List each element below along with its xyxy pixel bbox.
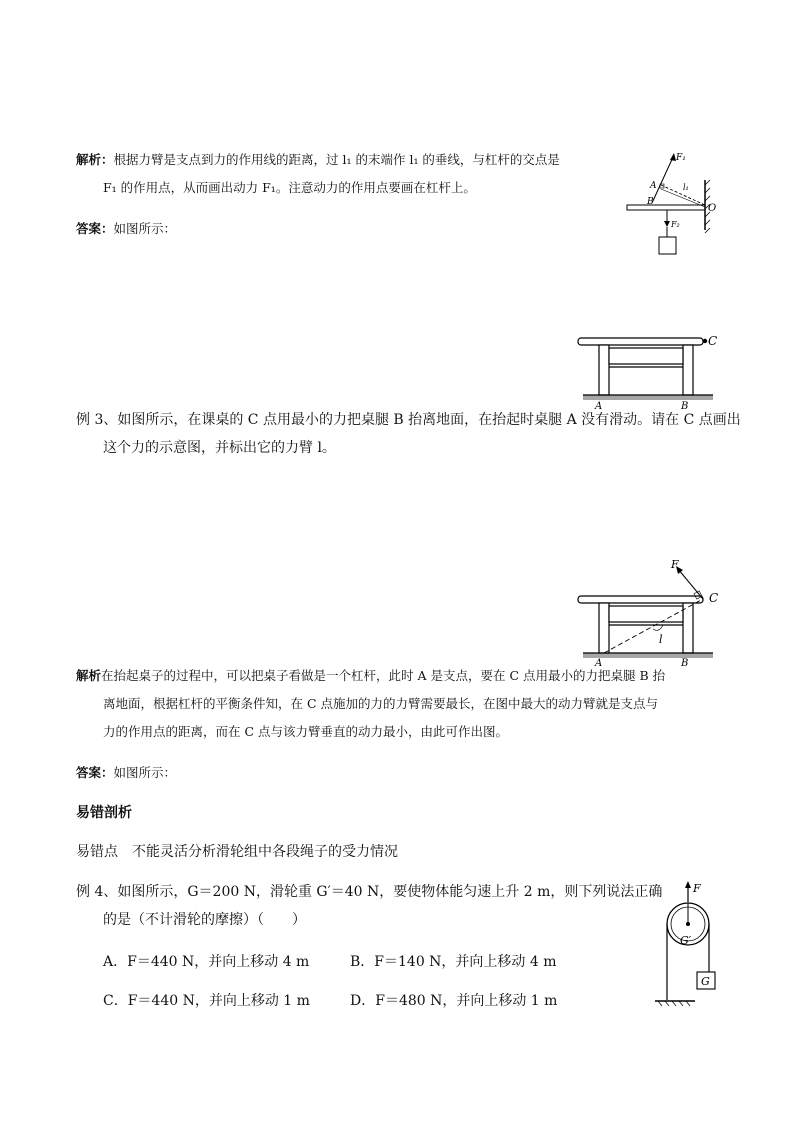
- error-point: 易错点 不能灵活分析滑轮组中各段绳子的受力情况: [76, 844, 398, 860]
- analysis-2-line-3: 力的作用点的距离，而在 C 点与该力臂垂直的动力最小，由此可作出图。: [103, 724, 509, 739]
- label-C: C: [709, 591, 719, 605]
- lever-figure-1: [620, 145, 720, 260]
- analysis-label: 解析: [76, 668, 102, 683]
- label-B: B: [681, 401, 689, 412]
- pulley-figure: [650, 880, 725, 1010]
- answer-label: 答案：: [76, 765, 114, 780]
- desk-figure-1: [575, 330, 720, 412]
- desk-figure-2: [575, 555, 720, 670]
- answer-1: [76, 220, 176, 238]
- answer-2: [76, 764, 176, 782]
- label-F1: F₁: [676, 153, 686, 163]
- example-4-line-1: 例 4、如图所示，G＝200 N，滑轮重 G′＝40 N，要使物体能匀速上升 2 m，则下列说法正确: [76, 884, 663, 900]
- answer-text: 如图所示：: [113, 765, 177, 780]
- analysis-1-line-2: F₁ 的作用点，从而画出动力 F₁。注意动力的作用点要画在杠杆上。: [103, 180, 476, 195]
- option-a: A．F＝440 N，并向上移动 4 m: [103, 954, 310, 970]
- label-G-prime: G′: [680, 934, 692, 947]
- example-3-line-1: 例 3、如图所示，在课桌的 C 点用最小的力把桌腿 B 抬离地面，在抬起时桌腿 A 没有滑动。请在 C 点画出: [76, 412, 741, 428]
- analysis-text: 根据力臂是支点到力的作用线的距离，过 l₁ 的末端作 l₁ 的垂线，与杠杆的交点是: [113, 152, 560, 167]
- label-O: O: [708, 203, 717, 214]
- section-title: 易错剖析: [76, 805, 132, 821]
- label-A: A: [650, 181, 657, 191]
- option-b: B．F＝140 N，并向上移动 4 m: [350, 954, 557, 970]
- answer-label: 答案：: [76, 221, 114, 236]
- label-B: B: [681, 658, 689, 669]
- answer-text: 如图所示：: [113, 221, 177, 236]
- label-C: C: [708, 334, 718, 348]
- analysis-2-line-2: 离地面，根据杠杆的平衡条件知，在 C 点施加的力的力臂需要最长，在图中最大的动力臂就是支点与: [103, 696, 659, 711]
- analysis-1-line-1: [76, 151, 560, 169]
- analysis-2-line-1: [76, 667, 665, 685]
- label-A: A: [595, 658, 603, 669]
- label-B: B: [647, 197, 654, 207]
- label-G: G: [701, 975, 710, 988]
- example-4-line-2: 的是（不计滑轮的摩擦）（ ）: [103, 912, 306, 928]
- option-c: C．F＝440 N，并向上移动 1 m: [103, 993, 310, 1009]
- analysis-text: 在抬起桌子的过程中，可以把桌子看做是一个杠杆，此时 A 是支点，要在 C 点用最小的力把桌腿 B 抬: [101, 668, 666, 683]
- label-A: A: [595, 401, 603, 412]
- option-d: D．F＝480 N，并向上移动 1 m: [350, 993, 558, 1009]
- label-l1: l₁: [683, 183, 689, 192]
- example-3-line-2: 这个力的示意图，并标出它的力臂 l。: [103, 440, 336, 456]
- label-l: l: [659, 633, 663, 646]
- label-F: F: [693, 882, 701, 895]
- label-F: F: [671, 558, 679, 571]
- analysis-label: 解析：: [76, 152, 114, 167]
- label-F2: F₂: [671, 220, 680, 229]
